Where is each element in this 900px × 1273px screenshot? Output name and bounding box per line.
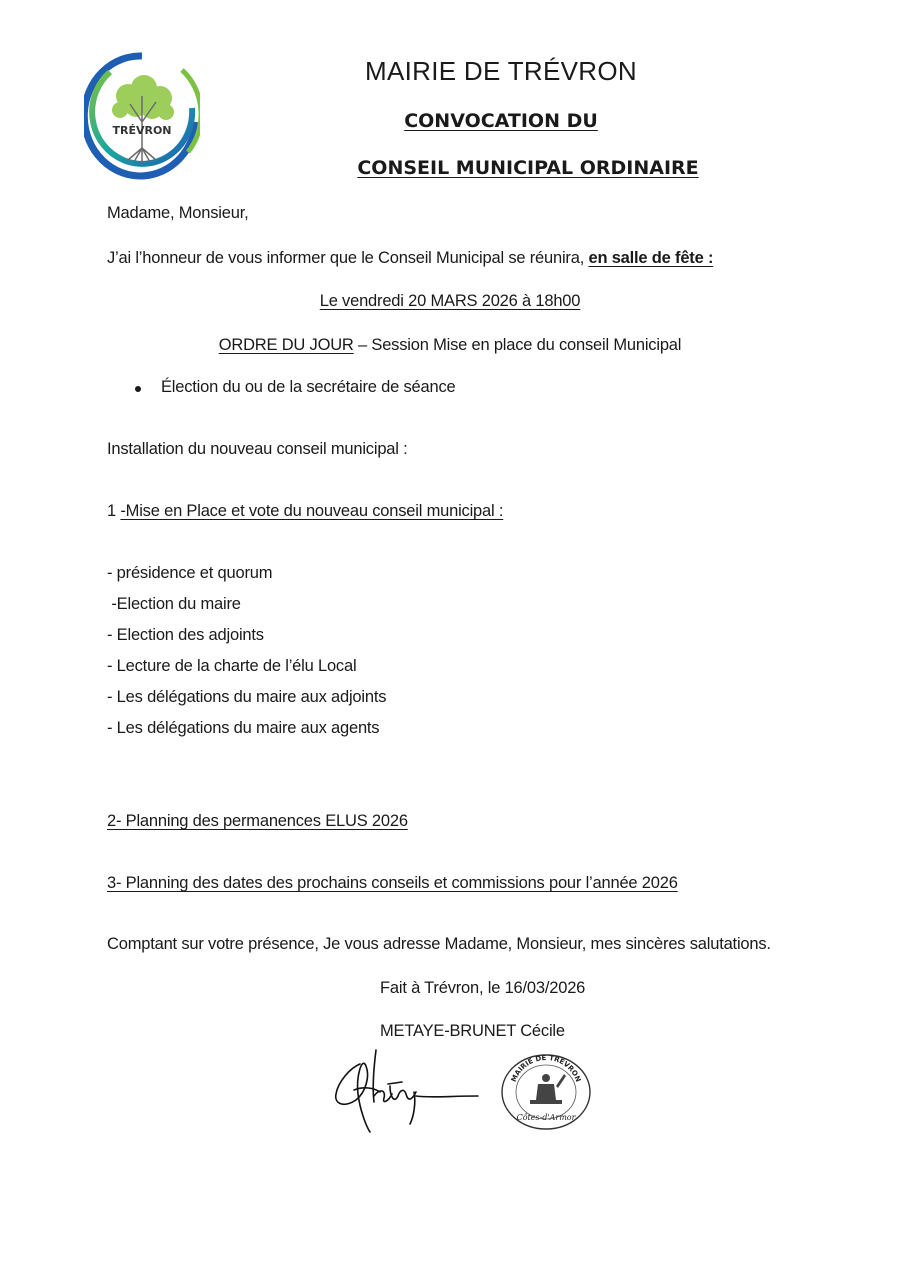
ordre-rest: – Session Mise en place du conseil Municipal [353, 336, 682, 354]
place-date: Fait à Trévron, le 16/03/2026 [380, 979, 586, 997]
intro-text: J’ai l’honneur de vous informer que le Conseil Municipal se réunira, [107, 249, 589, 267]
installation-heading: Installation du nouveau conseil municipal : [107, 440, 408, 458]
ordre-label: ORDRE DU JOUR [218, 336, 354, 354]
section-2-heading [107, 812, 408, 831]
mairie-stamp [500, 1054, 592, 1130]
intro-paragraph [107, 249, 713, 268]
section-3-heading [107, 874, 678, 893]
title-line-1: CONVOCATION DU [404, 110, 598, 132]
section-3-title: 3- Planning des dates des prochains conseils et commissions pour l’année 2026 [107, 874, 678, 892]
conseil-title [0, 157, 900, 179]
section-1-title: -Mise en Place et vote du nouveau conseil municipal : [120, 502, 504, 520]
date-line-wrapper [0, 292, 900, 311]
signature [330, 1046, 482, 1138]
signatory-name: METAYE-BRUNET Cécile [380, 1022, 565, 1040]
list-item: - Election des adjoints [107, 626, 264, 644]
closing-paragraph: Comptant sur votre présence, Je vous adresse Madame, Monsieur, mes sincères salutations. [107, 935, 771, 953]
section-1-heading [107, 502, 503, 521]
list-item: - présidence et quorum [107, 564, 273, 582]
list-item: -Election du maire [107, 595, 241, 613]
bullet-dot [135, 386, 141, 392]
stamp-bottom-text: Côtes-d'Armor [516, 1113, 576, 1122]
bullet-item: Élection du ou de la secrétaire de séance [161, 378, 456, 396]
list-item: - Lecture de la charte de l’élu Local [107, 657, 357, 675]
logo-text: TRÉVRON [112, 124, 172, 137]
list-item: - Les délégations du maire aux adjoints [107, 688, 387, 706]
intro-location: en salle de fête : [588, 249, 714, 267]
list-item: - Les délégations du maire aux agents [107, 719, 380, 737]
mairie-title: MAIRIE DE TRÉVRON [365, 56, 637, 86]
title-line-2: CONSEIL MUNICIPAL ORDINAIRE [357, 157, 699, 179]
stamp-top-text: MAIRIE DE TRÉVRON [509, 1054, 583, 1084]
convocation-title [0, 110, 900, 132]
ordre-du-jour-line [0, 336, 900, 355]
section-1-number: 1 [107, 502, 121, 520]
section-2-title: 2- Planning des permanences ELUS 2026 [107, 812, 408, 830]
greeting: Madame, Monsieur, [107, 204, 249, 222]
date-line: Le vendredi 20 MARS 2026 à 18h00 [319, 292, 581, 310]
